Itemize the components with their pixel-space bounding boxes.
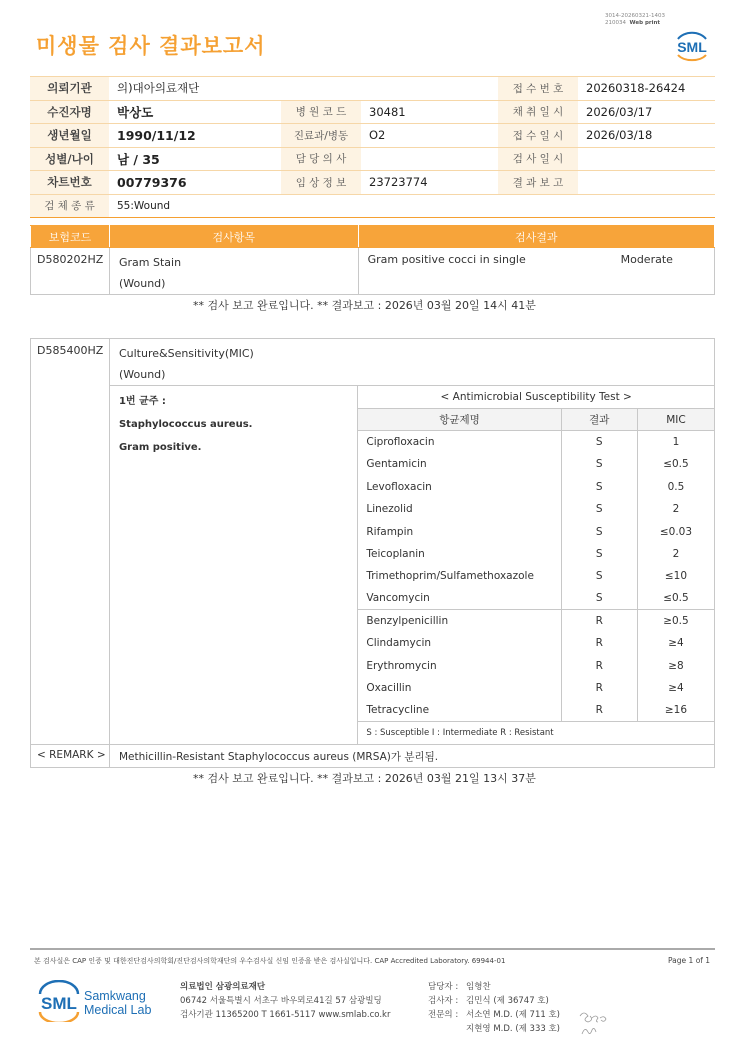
document-code xyxy=(605,13,695,27)
institution-name: 의료법인 삼광의료재단 xyxy=(180,982,266,992)
results-header xyxy=(31,226,715,248)
field-label: 접 수 일 시 xyxy=(498,124,578,148)
susceptibility-result: R xyxy=(561,655,637,677)
ast-title: < Antimicrobial Susceptibility Test > xyxy=(358,386,714,408)
staff-info xyxy=(428,980,560,1036)
field-value: 30481 xyxy=(361,100,498,124)
field-value: 55:Wound xyxy=(109,194,715,218)
institution-contact: 검사기관 11365200 T 1661-5117 www.smlab.co.kr xyxy=(180,1010,391,1020)
field-label: 차트번호 xyxy=(30,171,109,195)
test-item xyxy=(109,248,358,295)
staff-line: 전문의 : 서소연 M.D. (제 711 호) xyxy=(428,1010,561,1020)
samkwang-logo-icon xyxy=(36,980,82,1022)
organism-info xyxy=(109,386,357,745)
mic-value: ≥8 xyxy=(668,659,684,672)
staff-line: 담당자 : 임형찬 xyxy=(428,982,491,992)
antibiotic-name: Vancomycin xyxy=(358,588,561,610)
field-value: O2 xyxy=(361,124,498,148)
insurance-code: D585400HZ xyxy=(31,339,110,745)
susceptibility-result: R xyxy=(561,632,637,654)
field-value: 1990/11/12 xyxy=(109,124,281,148)
specimen-type: (Wound) xyxy=(118,277,166,290)
logo-line: Samkwang xyxy=(84,989,146,1003)
field-label: 성별/나이 xyxy=(30,147,109,171)
mic-value: ≤0.5 xyxy=(663,458,689,471)
remark-label: < REMARK > xyxy=(31,744,110,767)
susceptibility-result: R xyxy=(561,677,637,699)
header-insurance-code: 보험코드 xyxy=(31,226,110,248)
mic-value: ≤0.5 xyxy=(663,592,689,605)
field-value xyxy=(361,147,498,171)
antibiotic-name: Clindamycin xyxy=(358,632,561,654)
remark-row xyxy=(31,744,715,767)
patient-row xyxy=(30,124,715,148)
field-label: 임 상 정 보 xyxy=(281,171,361,195)
field-label: 결 과 보 고 xyxy=(498,171,578,195)
ast-row xyxy=(358,431,714,453)
patient-info-table xyxy=(30,76,715,218)
mic-value: ≥4 xyxy=(668,682,684,695)
susceptibility-result: S xyxy=(561,520,637,542)
field-value: 2026/03/18 xyxy=(578,124,715,148)
svg-text:SML: SML xyxy=(41,994,77,1013)
susceptibility-result: R xyxy=(561,699,637,721)
test-item xyxy=(109,339,714,386)
mic-value: ≤10 xyxy=(664,570,688,583)
report-complete-note: ** 검사 보고 완료입니다. ** 결과보고 : 2026년 03월 20일 14시 41분 xyxy=(193,299,536,312)
sml-logo xyxy=(672,28,712,62)
antibiotic-name: Linezolid xyxy=(358,498,561,520)
mic-value: 0.5 xyxy=(667,480,685,493)
test-name: Gram Stain xyxy=(118,256,182,269)
insurance-code: D580202HZ xyxy=(31,248,110,295)
patient-row xyxy=(30,147,715,171)
antibiotic-name: Benzylpenicillin xyxy=(358,610,561,632)
ast-row xyxy=(358,476,714,498)
patient-row xyxy=(30,194,715,218)
field-label: 채 취 일 시 xyxy=(498,100,578,124)
susceptibility-result: S xyxy=(561,476,637,498)
antibiotic-name: Erythromycin xyxy=(358,655,561,677)
susceptibility-result: S xyxy=(561,498,637,520)
susceptibility-result: S xyxy=(561,588,637,610)
header-test-item: 검사항목 xyxy=(109,226,358,248)
field-value: 2026/03/17 xyxy=(578,100,715,124)
mic-value: ≤0.03 xyxy=(659,525,693,538)
gram-type: Gram positive. xyxy=(118,442,202,453)
field-label: 접 수 번 호 xyxy=(498,77,578,101)
culture-detail-row xyxy=(31,386,715,745)
page-number: Page 1 of 1 xyxy=(668,956,711,965)
patient-row xyxy=(30,171,715,195)
field-label: 진료과/병동 xyxy=(281,124,361,148)
ast-row xyxy=(358,588,714,610)
mic-value: ≥4 xyxy=(668,637,684,650)
ast-legend: S : Susceptible I : Intermediate R : Resistant xyxy=(358,722,714,744)
antibiotic-name: Rifampin xyxy=(358,520,561,542)
patient-row xyxy=(30,77,715,101)
ast-header xyxy=(358,408,714,430)
test-result xyxy=(358,248,714,295)
header-test-result: 검사결과 xyxy=(358,226,714,248)
ast-row xyxy=(358,699,714,721)
staff-line: 검사자 : 김민식 (제 36747 호) xyxy=(428,996,549,1006)
antibiotic-name: Levofloxacin xyxy=(358,476,561,498)
field-label: 검 사 일 시 xyxy=(498,147,578,171)
field-label: 병 원 코 드 xyxy=(281,100,361,124)
susceptibility-result: S xyxy=(561,565,637,587)
remark-text: Methicillin-Resistant Staphylococcus aureus (MRSA)가 분리됨. xyxy=(109,744,714,767)
culture-row xyxy=(31,339,715,386)
ast-row xyxy=(358,610,714,632)
susceptibility-result: R xyxy=(561,610,637,632)
staff-line: 지현영 M.D. (제 333 호) xyxy=(466,1024,561,1034)
institution-address: 06742 서울특별시 서초구 바우뫼로41길 57 삼광빌딩 xyxy=(180,996,382,1006)
field-value: 박상도 xyxy=(109,100,281,124)
mic-value: ≥0.5 xyxy=(637,610,714,632)
antibiotic-name: Ciprofloxacin xyxy=(358,431,561,453)
ast-rows xyxy=(358,431,714,722)
field-value: 20260318-26424 xyxy=(578,77,715,101)
test-name: Culture&Sensitivity(MIC) xyxy=(118,347,254,360)
col-result: 결과 xyxy=(561,408,637,430)
antibiotic-name: Oxacillin xyxy=(358,677,561,699)
col-mic: MIC xyxy=(637,408,714,430)
col-antibiotic: 항균제명 xyxy=(358,408,561,430)
lab-logo-text xyxy=(84,989,151,1017)
signature-image xyxy=(576,1006,610,1040)
field-value: 남 / 35 xyxy=(109,147,281,171)
antibiotic-name: Tetracycline xyxy=(358,699,561,721)
institution-info xyxy=(180,980,390,1022)
susceptibility-result: S xyxy=(561,543,637,565)
page-title: 미생물 검사 결과보고서 xyxy=(36,34,266,58)
mic-value: 1 xyxy=(672,436,680,449)
field-value: 의)대아의료재단 xyxy=(109,77,498,101)
gram-quantity: Moderate xyxy=(620,253,673,266)
field-value: 23723774 xyxy=(361,171,498,195)
antibiotic-name: Trimethoprim/Sulfamethoxazole xyxy=(358,565,561,587)
ast-row xyxy=(358,543,714,565)
footer-divider xyxy=(30,948,715,950)
susceptibility-result: S xyxy=(561,453,637,475)
field-label: 담 당 의 사 xyxy=(281,147,361,171)
doc-code-line: 210034 Web print xyxy=(605,20,661,26)
field-value: 00779376 xyxy=(109,171,281,195)
ast-row xyxy=(358,677,714,699)
organism-name: Staphylococcus aureus. xyxy=(118,419,253,430)
mic-value: 2 xyxy=(672,547,680,560)
ast-row xyxy=(358,655,714,677)
field-label: 검 체 종 류 xyxy=(30,194,109,218)
mic-value: ≥16 xyxy=(664,704,688,717)
mic-value: 2 xyxy=(672,503,680,516)
field-value xyxy=(578,171,715,195)
certification-text: 본 검사실은 CAP 인증 및 대한진단검사의학회/진단검사의학재단의 우수검사실 신임 인증을 받은 검사실입니다. CAP Accredited Laboratory. 69944-01 xyxy=(34,957,506,965)
ast-row xyxy=(358,632,714,654)
culture-table xyxy=(30,338,715,768)
isolate-label: 1번 균주 : xyxy=(118,396,166,407)
report-complete-note: ** 검사 보고 완료입니다. ** 결과보고 : 2026년 03월 21일 13시 37분 xyxy=(193,772,536,785)
logo-line: Medical Lab xyxy=(84,1003,152,1017)
ast-row xyxy=(358,520,714,542)
ast-table xyxy=(358,386,714,744)
svg-text:SML: SML xyxy=(677,39,707,55)
susceptibility-result: S xyxy=(561,431,637,453)
doc-code-line: 3014-20260321-1403 xyxy=(605,13,665,19)
specimen-type: (Wound) xyxy=(118,368,166,381)
field-value xyxy=(578,147,715,171)
field-label: 의뢰기관 xyxy=(30,77,109,101)
gram-stain-table xyxy=(30,225,715,295)
field-label: 수진자명 xyxy=(30,100,109,124)
gram-stain-row xyxy=(31,248,715,295)
ast-row xyxy=(358,565,714,587)
patient-row xyxy=(30,100,715,124)
gram-result: Gram positive cocci in single xyxy=(367,253,526,266)
antibiotic-name: Teicoplanin xyxy=(358,543,561,565)
ast-panel xyxy=(358,386,715,745)
antibiotic-name: Gentamicin xyxy=(358,453,561,475)
ast-row xyxy=(358,453,714,475)
ast-row xyxy=(358,498,714,520)
field-label: 생년월일 xyxy=(30,124,109,148)
